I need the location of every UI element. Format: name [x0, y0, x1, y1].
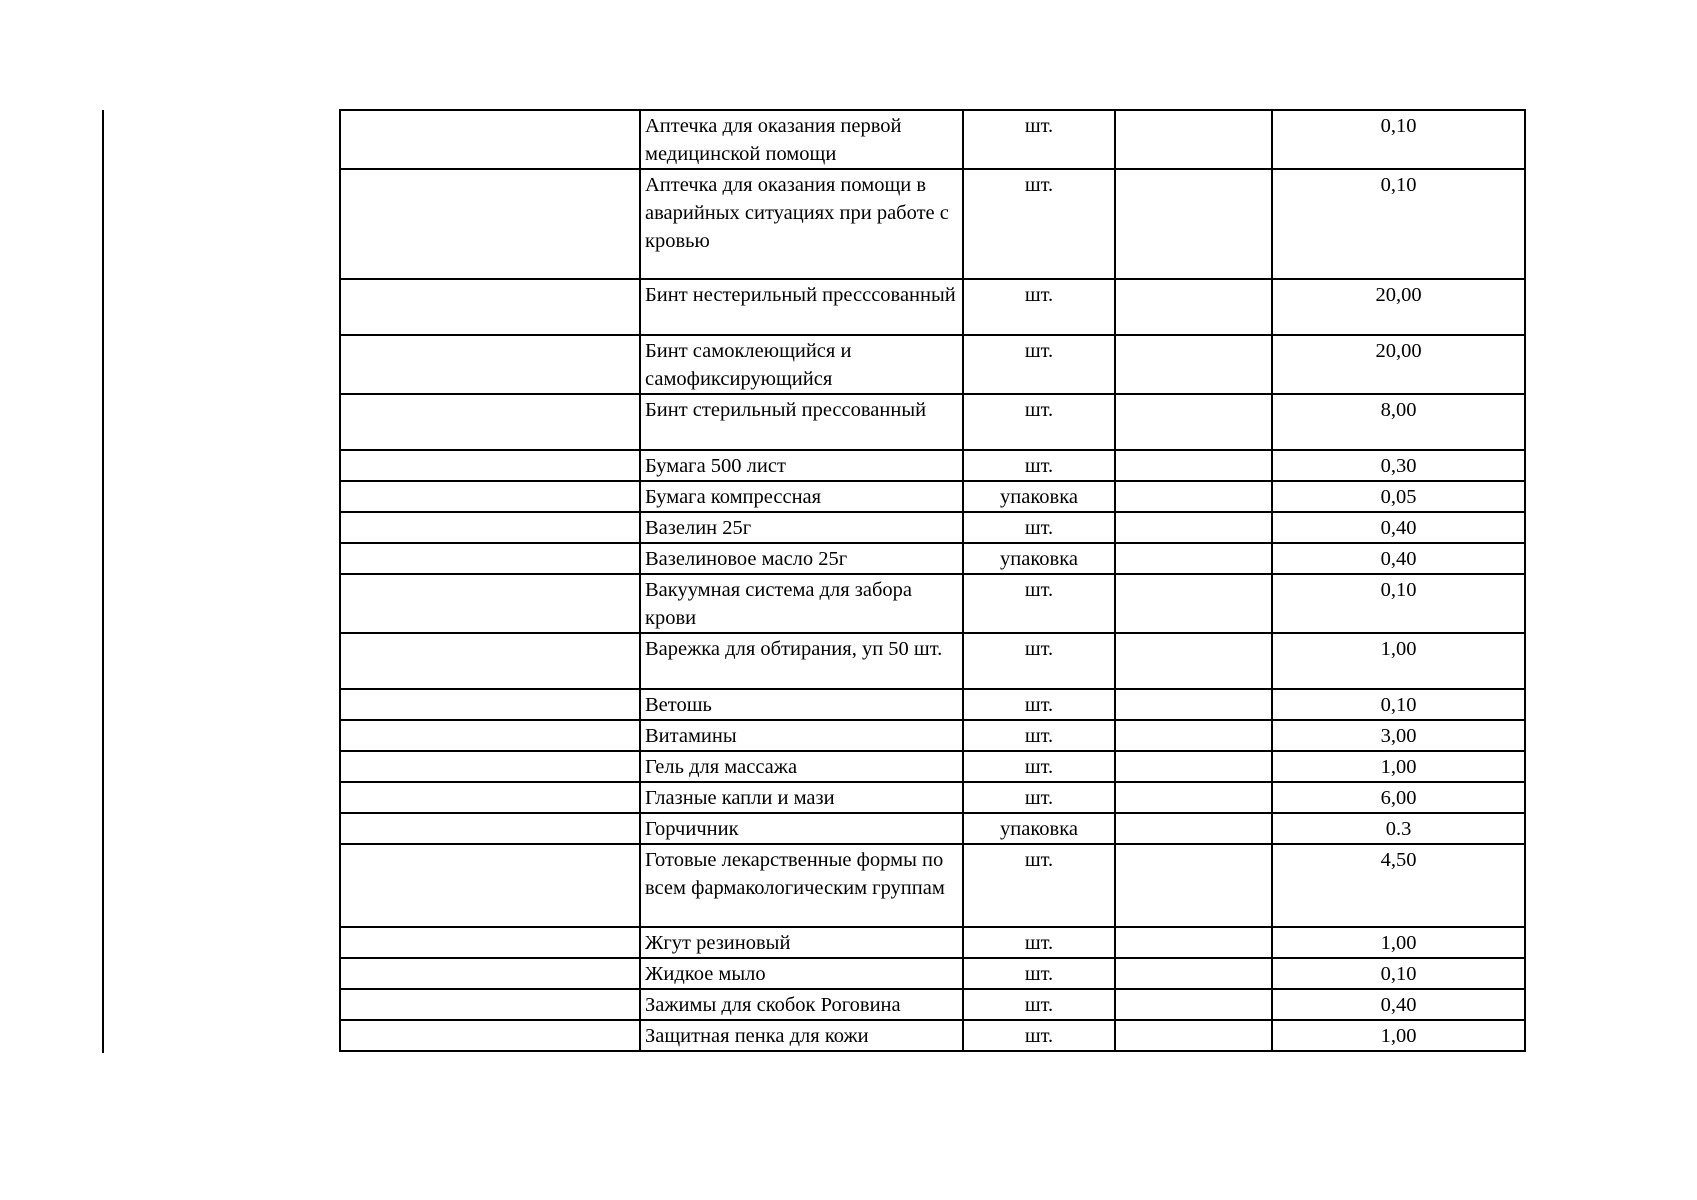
code-cell [340, 450, 640, 481]
blank-cell [1115, 169, 1272, 279]
blank-cell [1115, 574, 1272, 633]
quantity-cell: 0,10 [1272, 958, 1525, 989]
quantity-cell: 0,10 [1272, 169, 1525, 279]
unit-cell: шт. [963, 958, 1115, 989]
supplies-table-body [340, 110, 1525, 1051]
item-name-cell: Вакуумная система для забора крови [640, 574, 963, 633]
table-row [340, 279, 1525, 335]
quantity-cell: 0,40 [1272, 543, 1525, 574]
table-row [340, 543, 1525, 574]
quantity-cell: 1,00 [1272, 1020, 1525, 1051]
code-cell [340, 574, 640, 633]
table-row [340, 751, 1525, 782]
table-row [340, 720, 1525, 751]
quantity-cell: 20,00 [1272, 335, 1525, 394]
quantity-cell: 3,00 [1272, 720, 1525, 751]
blank-cell [1115, 782, 1272, 813]
code-cell [340, 279, 640, 335]
code-cell [340, 689, 640, 720]
table-row [340, 169, 1525, 279]
quantity-cell: 0,10 [1272, 110, 1525, 169]
blank-cell [1115, 958, 1272, 989]
table-row [340, 450, 1525, 481]
unit-cell: шт. [963, 751, 1115, 782]
item-name-cell: Зажимы для скобок Роговина [640, 989, 963, 1020]
table-row [340, 481, 1525, 512]
blank-cell [1115, 543, 1272, 574]
table-row [340, 110, 1525, 169]
unit-cell: шт. [963, 720, 1115, 751]
code-cell [340, 335, 640, 394]
unit-cell: шт. [963, 110, 1115, 169]
blank-cell [1115, 481, 1272, 512]
blank-cell [1115, 813, 1272, 844]
code-cell [340, 633, 640, 689]
item-name-cell: Глазные капли и мази [640, 782, 963, 813]
code-cell [340, 512, 640, 543]
unit-cell: шт. [963, 927, 1115, 958]
item-name-cell: Аптечка для оказания первой медицинской помощи [640, 110, 963, 169]
blank-cell [1115, 751, 1272, 782]
table-row [340, 512, 1525, 543]
blank-cell [1115, 512, 1272, 543]
item-name-cell: Бумага 500 лист [640, 450, 963, 481]
code-cell [340, 543, 640, 574]
table-row [340, 989, 1525, 1020]
item-name-cell: Аптечка для оказания помощи в аварийных ситуациях при работе с кровью [640, 169, 963, 279]
code-cell [340, 1020, 640, 1051]
item-name-cell: Жидкое мыло [640, 958, 963, 989]
table-row [340, 1020, 1525, 1051]
unit-cell: шт. [963, 450, 1115, 481]
supplies-table [339, 109, 1526, 1052]
page-margin-rule [102, 110, 104, 1053]
item-name-cell: Жгут резиновый [640, 927, 963, 958]
table-row [340, 574, 1525, 633]
code-cell [340, 751, 640, 782]
quantity-cell: 1,00 [1272, 633, 1525, 689]
unit-cell: шт. [963, 782, 1115, 813]
item-name-cell: Ветошь [640, 689, 963, 720]
unit-cell: шт. [963, 574, 1115, 633]
unit-cell: шт. [963, 689, 1115, 720]
quantity-cell: 1,00 [1272, 927, 1525, 958]
blank-cell [1115, 844, 1272, 927]
item-name-cell: Варежка для обтирания, уп 50 шт. [640, 633, 963, 689]
unit-cell: упаковка [963, 481, 1115, 512]
code-cell [340, 720, 640, 751]
quantity-cell: 4,50 [1272, 844, 1525, 927]
unit-cell: шт. [963, 169, 1115, 279]
table-row [340, 927, 1525, 958]
unit-cell: упаковка [963, 543, 1115, 574]
quantity-cell: 6,00 [1272, 782, 1525, 813]
code-cell [340, 394, 640, 450]
unit-cell: шт. [963, 1020, 1115, 1051]
table-row [340, 689, 1525, 720]
blank-cell [1115, 689, 1272, 720]
unit-cell: шт. [963, 989, 1115, 1020]
blank-cell [1115, 335, 1272, 394]
code-cell [340, 481, 640, 512]
code-cell [340, 782, 640, 813]
item-name-cell: Бинт нестерильный пресссованный [640, 279, 963, 335]
quantity-cell: 0,05 [1272, 481, 1525, 512]
table-row [340, 813, 1525, 844]
quantity-cell: 0,10 [1272, 689, 1525, 720]
unit-cell: шт. [963, 394, 1115, 450]
blank-cell [1115, 110, 1272, 169]
item-name-cell: Вазелиновое масло 25г [640, 543, 963, 574]
code-cell [340, 958, 640, 989]
unit-cell: упаковка [963, 813, 1115, 844]
item-name-cell: Горчичник [640, 813, 963, 844]
quantity-cell: 0,10 [1272, 574, 1525, 633]
unit-cell: шт. [963, 512, 1115, 543]
blank-cell [1115, 1020, 1272, 1051]
unit-cell: шт. [963, 335, 1115, 394]
code-cell [340, 169, 640, 279]
code-cell [340, 110, 640, 169]
code-cell [340, 927, 640, 958]
blank-cell [1115, 394, 1272, 450]
unit-cell: шт. [963, 279, 1115, 335]
table-row [340, 633, 1525, 689]
table-row [340, 335, 1525, 394]
quantity-cell: 20,00 [1272, 279, 1525, 335]
quantity-cell: 0,40 [1272, 989, 1525, 1020]
code-cell [340, 813, 640, 844]
table-row [340, 844, 1525, 927]
table-row [340, 958, 1525, 989]
quantity-cell: 0.3 [1272, 813, 1525, 844]
unit-cell: шт. [963, 844, 1115, 927]
item-name-cell: Бинт самоклеющийся и самофиксирующийся [640, 335, 963, 394]
blank-cell [1115, 279, 1272, 335]
code-cell [340, 844, 640, 927]
item-name-cell: Защитная пенка для кожи [640, 1020, 963, 1051]
table-row [340, 782, 1525, 813]
quantity-cell: 8,00 [1272, 394, 1525, 450]
blank-cell [1115, 989, 1272, 1020]
unit-cell: шт. [963, 633, 1115, 689]
code-cell [340, 989, 640, 1020]
quantity-cell: 1,00 [1272, 751, 1525, 782]
quantity-cell: 0,30 [1272, 450, 1525, 481]
item-name-cell: Готовые лекарственные формы по всем фармакологическим группам [640, 844, 963, 927]
table-row [340, 394, 1525, 450]
blank-cell [1115, 450, 1272, 481]
item-name-cell: Витамины [640, 720, 963, 751]
item-name-cell: Бумага компрессная [640, 481, 963, 512]
item-name-cell: Вазелин 25г [640, 512, 963, 543]
blank-cell [1115, 720, 1272, 751]
quantity-cell: 0,40 [1272, 512, 1525, 543]
item-name-cell: Гель для массажа [640, 751, 963, 782]
item-name-cell: Бинт стерильный прессованный [640, 394, 963, 450]
blank-cell [1115, 633, 1272, 689]
blank-cell [1115, 927, 1272, 958]
